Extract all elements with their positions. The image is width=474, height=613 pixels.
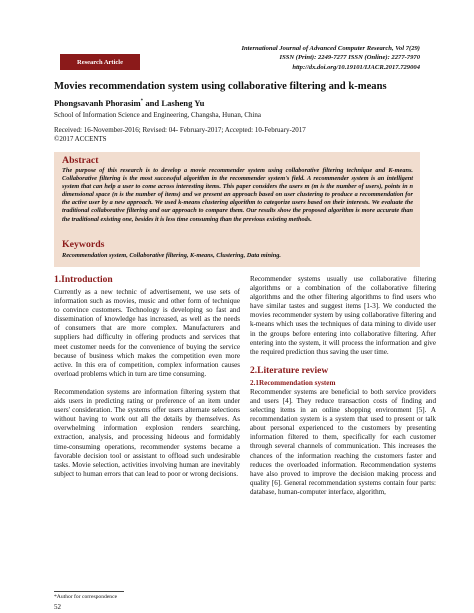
- intro-paragraph-2: Recommendation systems are information filtering system that aids users in predicting rating or preference of an item under users' consideration. The systems offer users alternate selections without having to work out all the details by themselves. As overwhelming information explosion renders searching, extraction, analysis, and processing hideous and formidably time-consuming operations, recommender systems became a favorable decision tool or assistant to offload such undesirable tasks. Movie selection, activities involving human are inevitably subject to human errors that can lead to poor or wrong decisions.: [54, 387, 240, 478]
- intro-paragraph-1: Currently as a new technic of advertisement, we use sets of information such as movies, music and other form of technique to convince customers. Technology is developing so fast and dissemination of knowledge has increased, as well as the needs of consumers that are more complex. Manufacturers and suppliers had difficulty in offering products and services that meet customer needs for the convenience of buying the service because of business which makes the competition even more active. In this era of competition, complex information causes overload problems which in turn are time consuming.: [54, 288, 240, 378]
- corresponding-mark: *: [140, 99, 144, 105]
- journal-citation: International Journal of Advanced Computer Research, Vol 7(29): [241, 45, 420, 52]
- article-type-badge: Research Article: [60, 54, 140, 70]
- author-line: [54, 98, 204, 108]
- paper-title: Movies recommendation system using collaborative filtering and k-means: [54, 81, 387, 92]
- intro-heading: 1.Introduction: [54, 275, 113, 285]
- intro-paragraph-3: Recommender systems usually use collaborative filtering algorithms or a combination of the collaborative filtering algorithms and the other filtering algorithms to find users who have similar tastes and suggest items [1-3]. We conducted the movies recommender system by using collaborative filtering and k-means which uses the techniques of data mining to divide user in the groups before entering into collaborative filtering. After entering into the system, it will process the information and give the required prediction thus saving the user time.: [250, 275, 436, 356]
- footnote: *Author for correspondence: [54, 594, 118, 600]
- recommendation-subheading: 2.1Recommendation system: [250, 378, 336, 387]
- literature-paragraph-1: Recommender systems are beneficial to both service providers and users [4]. They reduce transaction costs of finding and selecting items in an online shopping environment [5]. A recommendation system is a system that used to present or talk about personal experienced to the customers by presenting information filtered to them, specifically for each customer through several channels of communication. This increases the chances of the information reaching the customers faster and reduces the overloaded information. Recommendation systems have also proved to improve the decision making process and quality [6]. General recommendation systems contain four parts: database, human-computer interface, algorithm,: [250, 387, 436, 496]
- journal-issn: ISSN (Print): 2249-7277 ISSN (Online): 2277-7970: [279, 54, 420, 62]
- received-dates: Received: 16-November-2016; Revised: 04- February-2017; Accepted: 10-February-2017: [54, 126, 306, 134]
- journal-header: [241, 44, 420, 72]
- keywords-text: Recommendation system, Collaborative filtering, K-means, Clustering, Data mining.: [62, 252, 282, 259]
- footnote-divider: [54, 591, 124, 592]
- right-column: [250, 275, 436, 506]
- affiliation: School of Information Science and Engineering, Changsha, Hunan, China: [54, 111, 262, 119]
- copyright: ©2017 ACCENTS: [54, 135, 107, 144]
- literature-heading: 2.Literature review: [250, 365, 329, 376]
- left-column: [54, 275, 240, 488]
- dates-block: [54, 126, 306, 145]
- author-name-2: and Lasheng Yu: [145, 98, 205, 108]
- abstract-text: The purpose of this research is to develop a movie recommender system using collaborative filtering technique and K-means. Collaborative filtering is the most successful algorithm in the recommender system's field. A recommender system is an intelligent system that can help a user to come across interesting items. This paper considers the users m (m is the number of users), points in n dimensional space (n is the number of items) and we present an approach based on user clustering to produce a recommendation for the active user by a new approach. We used k-means clustering algorithm to categorize users based on their interests. We evaluate the traditional collaborative filtering and our approach to compare them. Our results show the proposed algorithm is more accurate than the traditional existing one, besides it is less time consuming than the previous existing methods.: [62, 167, 413, 223]
- author-name-1: Phongsavanh Phorasim: [54, 98, 141, 108]
- abstract-heading: Abstract: [62, 155, 99, 166]
- page-number: 52: [54, 603, 61, 611]
- keywords-heading: Keywords: [62, 239, 105, 250]
- journal-doi: http://dx.doi.org/10.19101/IJACR.2017.729004: [292, 63, 420, 71]
